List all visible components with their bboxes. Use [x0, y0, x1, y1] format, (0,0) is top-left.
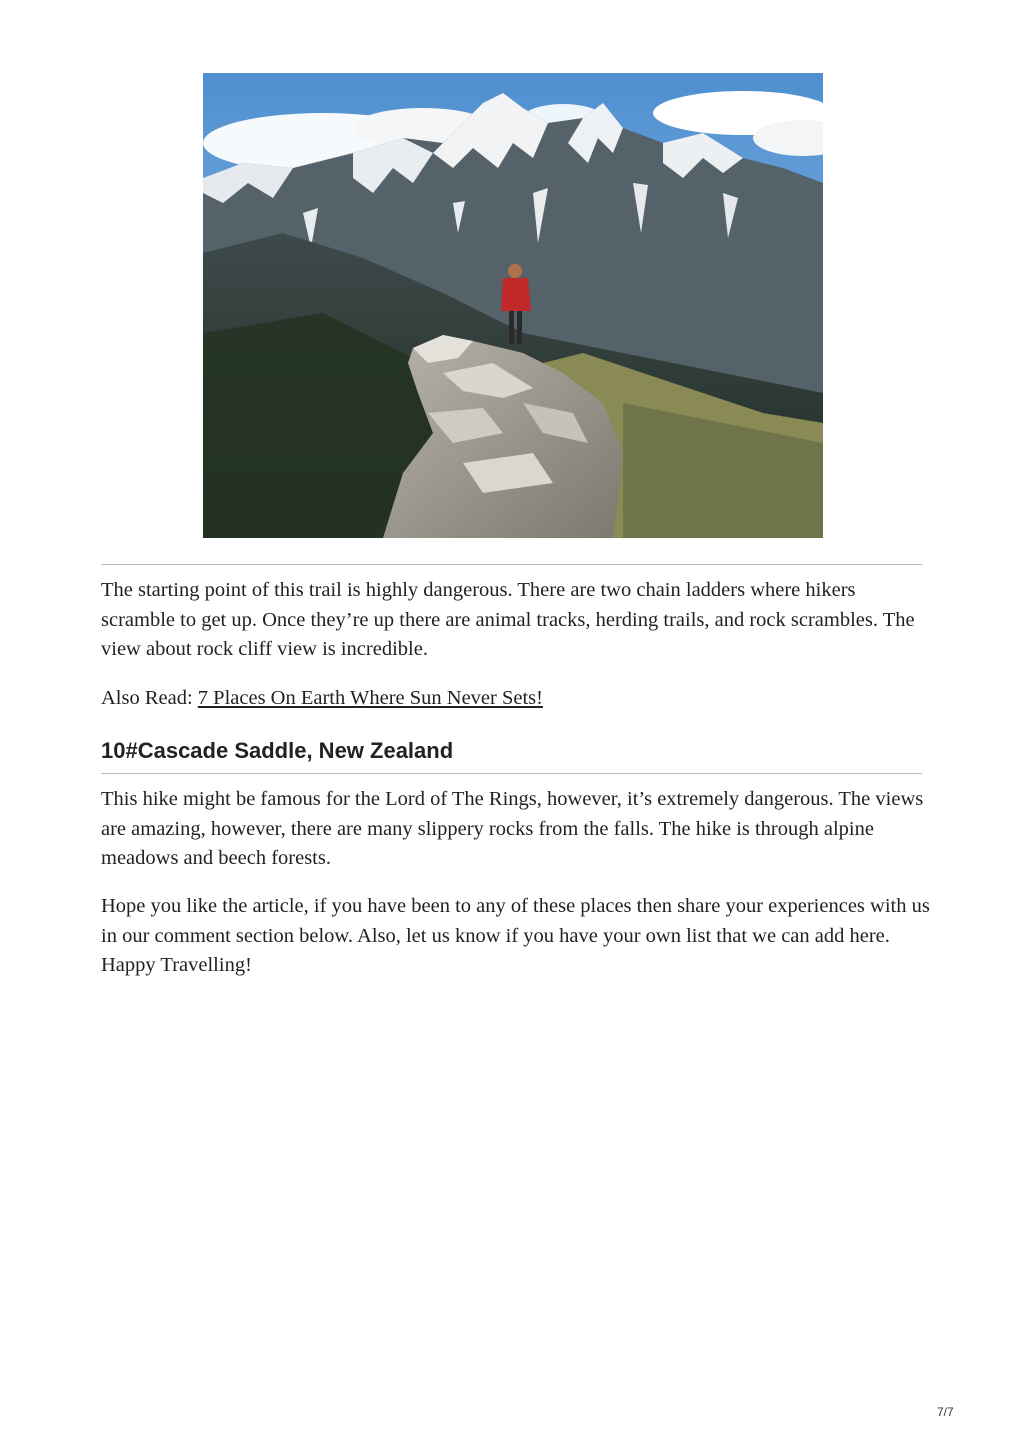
divider	[101, 564, 922, 565]
page-number: 7/7	[937, 1405, 954, 1419]
hero-image	[203, 73, 823, 538]
intro-paragraph: The starting point of this trail is highly dangerous. There are two chain ladders where hikers scramble to get up. Once they’re up there are animal tracks, herding trails, and rock scrambles. The view about rock cliff view is incredible.	[101, 579, 915, 660]
heading-divider	[101, 773, 922, 774]
closing-paragraph: Hope you like the article, if you have been to any of these places then share your experiences with us in our comment section below. Also, let us know if you have your own list that we can add here. Happy Travelling!	[101, 895, 930, 976]
also-read-line	[101, 684, 931, 714]
section-paragraph: This hike might be famous for the Lord of The Rings, however, it’s extremely dangerous. The views are amazing, however, there are many slippery rocks from the falls. The hike is through alpine meadows and beech forests.	[101, 788, 924, 869]
mountain-photo	[203, 73, 823, 538]
also-read-link[interactable]: 7 Places On Earth Where Sun Never Sets!	[197, 687, 543, 709]
section-heading: 10#Cascade Saddle, New Zealand	[101, 738, 454, 763]
also-read-label: Also Read:	[101, 687, 198, 709]
